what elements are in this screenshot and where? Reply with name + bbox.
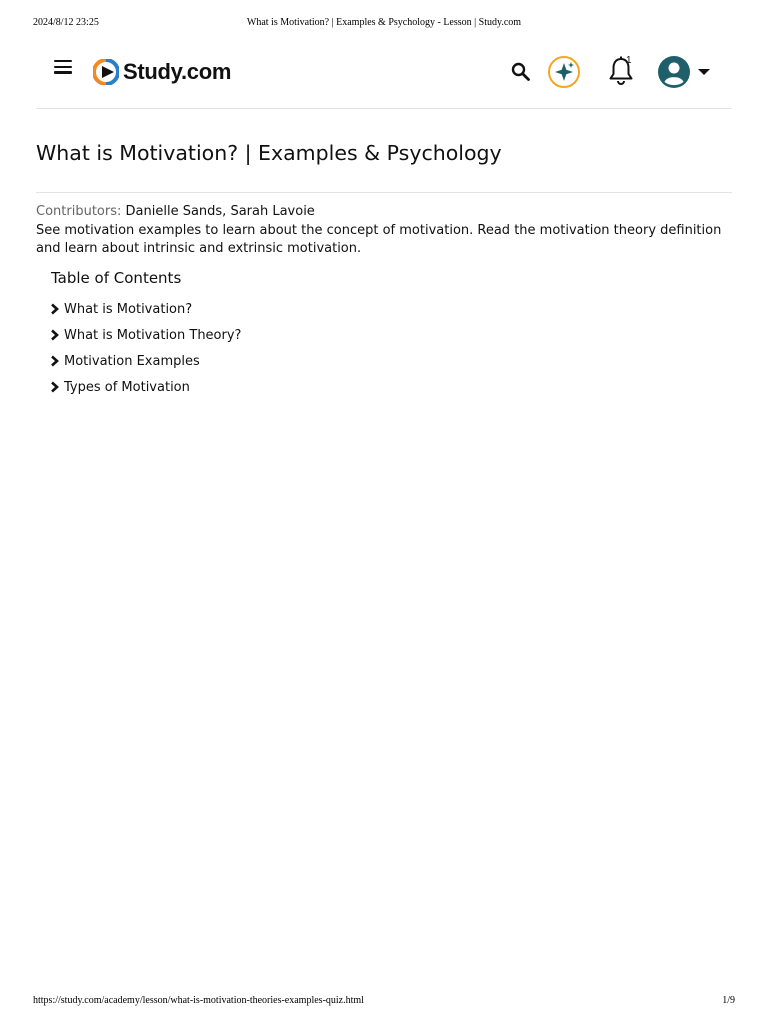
- chevron-right-icon: [50, 303, 60, 315]
- logo-text: Study.com: [123, 59, 232, 84]
- toc-item[interactable]: [50, 326, 241, 344]
- toc-item-label: What is Motivation?: [64, 301, 193, 317]
- toc-heading: Table of Contents: [51, 269, 182, 287]
- page-title: What is Motivation? | Examples & Psychology: [36, 141, 502, 165]
- contributors-label: Contributors:: [36, 204, 122, 219]
- user-avatar-icon[interactable]: [657, 55, 715, 89]
- print-page-title: What is Motivation? | Examples & Psychology - Lesson | Study.com: [246, 17, 522, 28]
- contributors: [36, 204, 315, 219]
- search-icon[interactable]: [510, 61, 532, 83]
- toc-item-label: What is Motivation Theory?: [64, 327, 242, 343]
- toc-item[interactable]: [50, 378, 190, 396]
- chevron-right-icon: [50, 355, 60, 367]
- chevron-right-icon: [50, 329, 60, 341]
- caret-down-icon: [698, 69, 710, 75]
- hamburger-menu-icon[interactable]: [54, 60, 72, 76]
- chevron-right-icon: [50, 381, 60, 393]
- toc-item-label: Types of Motivation: [64, 379, 190, 395]
- print-url: https://study.com/academy/lesson/what-is-motivation-theories-examples-quiz.html: [33, 995, 364, 1006]
- divider: [36, 192, 732, 193]
- print-page-number: 1/9: [722, 995, 735, 1006]
- site-header: [36, 46, 732, 109]
- contributors-names: Danielle Sands, Sarah Lavoie: [125, 204, 315, 219]
- lesson-summary: See motivation examples to learn about the concept of motivation. Read the motivation theory definition and learn about intrinsic and extrinsic motivation.: [36, 223, 722, 256]
- site-logo[interactable]: [93, 58, 231, 86]
- notification-count: 1: [626, 55, 632, 66]
- toc-item-label: Motivation Examples: [64, 353, 200, 369]
- toc-item[interactable]: [50, 352, 200, 370]
- print-datetime: 2024/8/12 23:25: [33, 17, 99, 28]
- sparkle-icon[interactable]: [547, 55, 581, 89]
- logo-play-icon: [93, 59, 119, 85]
- toc-item[interactable]: [50, 300, 192, 318]
